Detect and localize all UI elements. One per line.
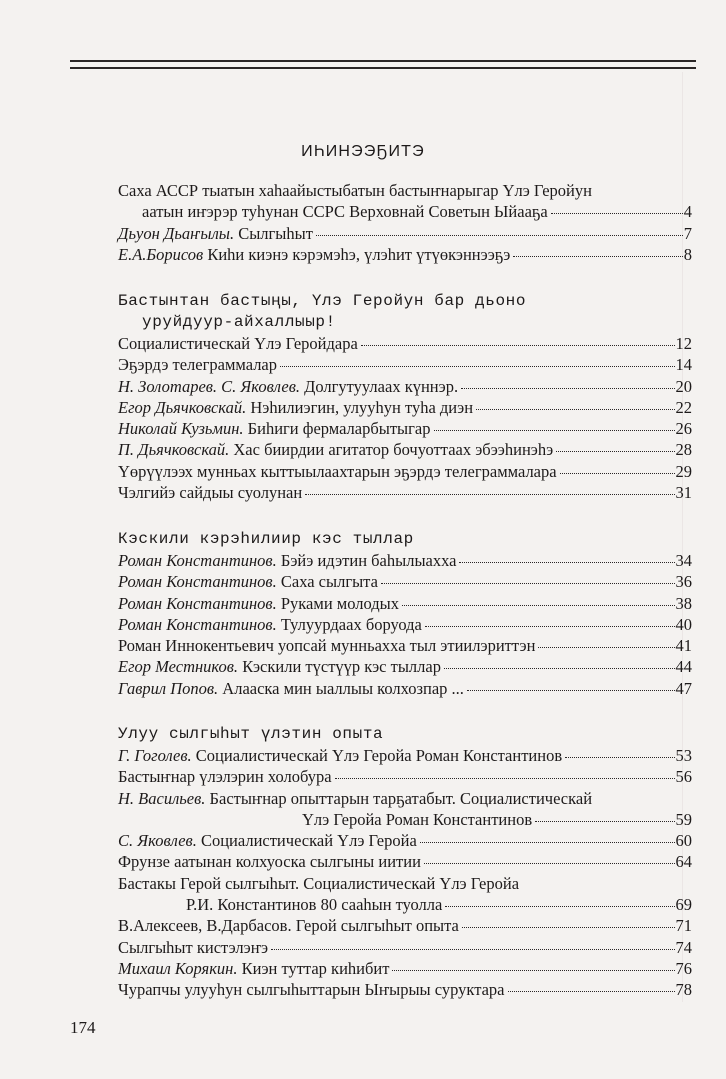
toc-entry[interactable] [118, 851, 692, 872]
leader-dots [425, 626, 675, 627]
entry-text [118, 851, 421, 872]
toc-entry[interactable] [118, 937, 692, 958]
leader-dots [335, 778, 675, 779]
page-number: 76 [675, 958, 692, 978]
leader-dots [476, 409, 674, 410]
entry-author: Н. Васильев. [118, 788, 206, 808]
entry-text [118, 958, 389, 979]
page-number: 8 [683, 244, 692, 264]
page-number: 26 [675, 419, 692, 439]
entry-text [118, 593, 399, 614]
entry-text [118, 461, 557, 482]
leader-dots [538, 647, 674, 648]
entry-title: Социалистическай Үлэ Геройа Роман Константинов [195, 746, 563, 765]
page-number: 64 [675, 852, 692, 872]
entry-text [118, 550, 456, 571]
entry-author: Николай Кузьмин. [118, 419, 244, 439]
entry-text [118, 979, 505, 1000]
entry-text [118, 830, 417, 851]
leader-dots [280, 366, 675, 367]
toc-entries [118, 550, 692, 699]
entry-title: Хас биирдии агитатор бочуоттаах эбээһинэһэ [233, 440, 554, 460]
page-number: 36 [675, 572, 692, 592]
entry-author: Роман Константинов. [118, 572, 277, 592]
page-number: 40 [675, 614, 692, 634]
entry-text [118, 766, 332, 787]
page-number: 60 [675, 831, 692, 851]
toc-entry[interactable] [118, 766, 692, 787]
entry-author: Михаил Корякин. [118, 958, 238, 978]
page-number: 53 [675, 746, 692, 765]
page-number: 14 [675, 355, 692, 375]
toc-entry[interactable] [118, 550, 692, 571]
toc-entry[interactable] [118, 678, 692, 699]
toc-entry[interactable] [118, 873, 692, 894]
entry-title: Чэлгийэ сайдыы суолунан [118, 483, 303, 503]
page-number: 4 [683, 202, 692, 222]
entry-title: Эҕэрдэ телеграммалар [118, 355, 277, 375]
entry-text [118, 635, 535, 656]
entry-author: Егор Местников. [118, 657, 239, 677]
page-number: 38 [675, 593, 692, 613]
leader-dots [551, 213, 683, 214]
leader-dots [316, 235, 683, 236]
toc-entry[interactable] [118, 614, 692, 635]
page-number: 69 [675, 895, 692, 915]
toc-entry[interactable] [118, 958, 692, 979]
entry-text [118, 418, 431, 439]
page-number: 20 [675, 376, 692, 396]
entry-text [118, 937, 268, 958]
leader-dots [462, 927, 675, 928]
entry-title: Үлэ Геройа Роман Константинов [302, 809, 533, 829]
entry-title: Социалистическай Үлэ Геройдара [118, 334, 358, 353]
page-number: 47 [675, 678, 692, 698]
leader-dots [513, 256, 682, 257]
entry-author: Н. Золотарев. С. Яковлев. [118, 376, 300, 396]
page-number: 7 [683, 223, 692, 243]
leader-dots [361, 345, 675, 346]
section-heading: Бастынтан бастыңы, Үлэ Геройун бар дьоно [118, 292, 527, 310]
toc-group-3 [118, 529, 692, 699]
leader-dots [461, 388, 674, 389]
entry-title: Сылгыһыт кистэлэҥэ [118, 937, 269, 957]
section-heading: Кэскили кэрэһилиир кэс тыллар [118, 530, 414, 548]
page-number: 34 [675, 551, 692, 570]
toc-group-1 [118, 180, 692, 265]
page-number: 59 [675, 809, 692, 829]
toc-entry[interactable] [118, 244, 692, 265]
entry-title: Алааска мин ыаллыы колхозпар ... [222, 678, 464, 698]
toc-entry[interactable] [118, 180, 692, 201]
entry-author: Е.А.Борисов [118, 244, 204, 264]
page-number: 28 [675, 440, 692, 460]
toc-entry[interactable] [118, 223, 692, 244]
toc-entry[interactable] [118, 635, 692, 656]
entry-author: Роман Константинов. [118, 551, 277, 570]
entry-title: Роман Иннокентьевич уопсай мунньахха тыл этиилэриттэн [118, 636, 536, 656]
entry-title: Киһи киэнэ кэрэмэһэ, үлэһит үтүөкэннээҕэ [207, 244, 511, 264]
toc-entry[interactable] [118, 571, 692, 592]
entry-text [118, 482, 302, 503]
header-rule-top [70, 60, 696, 62]
entry-text [118, 439, 553, 460]
entry-title: Бастыҥнар үлэлэрин холобура [118, 767, 332, 787]
entry-title: Киэн туттар киһибит [241, 958, 390, 978]
toc-entry[interactable] [118, 418, 692, 439]
page-number: 71 [675, 916, 692, 936]
leader-dots [535, 821, 674, 822]
page-number: 12 [675, 334, 692, 353]
toc-entries [118, 333, 692, 503]
entry-author: С. Яковлев. [118, 831, 197, 851]
entry-title: Саха сылгыта [280, 572, 378, 592]
toc-group-4 [118, 724, 692, 1001]
toc-entries [118, 745, 692, 1001]
leader-dots [556, 451, 674, 452]
leader-dots [271, 949, 674, 950]
entry-title: Тулуурдаах боруода [280, 614, 422, 634]
entry-text [118, 333, 358, 354]
entry-title: Бастыҥнар опыттарын тарҕатабыт. Социалистическай [209, 788, 593, 808]
entry-title: Сылгыһыт [238, 223, 313, 243]
entry-text [118, 873, 519, 894]
entry-author: П. Дьячковскай. [118, 440, 230, 460]
leader-dots [444, 668, 675, 669]
entry-title: аатын иҥэрэр туһунан ССРС Верховнай Советын Ыйааҕа [142, 202, 548, 222]
leader-dots [508, 991, 675, 992]
page-number-footer: 174 [70, 1018, 96, 1037]
entry-author: Г. Гоголев. [118, 746, 192, 765]
page-title: ИҺИНЭЭҔИТЭ [301, 143, 425, 160]
section-heading-continuation: уруйдуур-айхаллыыр! [142, 313, 336, 331]
toc-entry-continuation[interactable] [118, 809, 692, 830]
entry-text [118, 745, 562, 766]
leader-dots [467, 690, 675, 691]
toc-entry[interactable] [118, 333, 692, 354]
entry-title: Социалистическай Үлэ Геройа [200, 831, 417, 851]
entry-text [118, 376, 458, 397]
entry-title: В.Алексеев, В.Дарбасов. Герой сылгыһыт опыта [118, 916, 459, 936]
toc-entry[interactable] [118, 745, 692, 766]
section-heading: Улуу сылгыһыт үлэтин опыта [118, 725, 384, 743]
page-number: 56 [675, 767, 692, 787]
leader-dots [434, 430, 675, 431]
entry-text [118, 571, 378, 592]
leader-dots [560, 473, 675, 474]
entry-text [118, 397, 473, 418]
toc-entry[interactable] [118, 354, 692, 375]
page-number: 41 [675, 636, 692, 656]
entry-author: Роман Константинов. [118, 614, 277, 634]
leader-dots [305, 494, 674, 495]
toc-entry[interactable] [118, 439, 692, 460]
entry-title: Бастакы Герой сылгыһыт. Социалистическай Үлэ Геройа [118, 873, 520, 893]
page-number: 31 [675, 483, 692, 503]
page-number: 78 [675, 980, 692, 1000]
toc-entry[interactable] [118, 788, 692, 809]
entry-text [118, 678, 464, 699]
entry-title: Бэйэ идэтин баһылыахха [280, 551, 457, 570]
toc-entry[interactable] [118, 593, 692, 614]
entry-title: Р.И. Константинов 80 сааһын туолла [186, 895, 443, 915]
entry-title: Фрунзе аатынан колхуоска сылгыны иитии [118, 852, 421, 872]
entry-title: Долгутуулаах күннэр. [304, 376, 459, 396]
leader-dots [445, 906, 674, 907]
entry-title: Биһиги фермаларбытыгар [247, 419, 431, 439]
entry-text [118, 656, 441, 677]
leader-dots [402, 605, 675, 606]
entry-text [118, 915, 459, 936]
leader-dots [420, 842, 675, 843]
entry-text [118, 614, 422, 635]
toc-entry[interactable] [118, 656, 692, 677]
entry-title: Саха АССР тыатын хаһаайыстыбатын бастыҥнарыгар Үлэ Геройун [118, 181, 592, 200]
entry-author: Егор Дьячковскай. [118, 397, 247, 417]
entry-author: Роман Константинов. [118, 593, 277, 613]
leader-dots [381, 583, 675, 584]
entry-author: Дьуон Дьаҥылы. [118, 223, 235, 243]
toc-entry[interactable] [118, 482, 692, 503]
toc-group-2 [118, 291, 692, 503]
header-rule-bottom [70, 67, 696, 69]
page-number: 44 [675, 657, 692, 677]
leader-dots [424, 863, 675, 864]
entry-title: Кэскили түстүүр кэс тыллар [242, 657, 441, 677]
entry-title: Нэһилиэгин, улууһун туһа диэн [250, 397, 474, 417]
entry-title: Чурапчы улууһун сылгыһыттарын Ыҥырыы суруктара [118, 980, 505, 1000]
toc-entry-continuation[interactable] [118, 894, 692, 915]
leader-dots [392, 970, 674, 971]
leader-dots [459, 562, 674, 563]
leader-dots [565, 757, 674, 758]
toc-entry[interactable] [118, 397, 692, 418]
toc-entry[interactable] [118, 376, 692, 397]
entry-author: Гаврил Попов. [118, 678, 219, 698]
entry-title: Үөрүүлээх мунньах кыттыылаахтарын эҕэрдэ телеграммалара [118, 461, 557, 481]
entry-title: Руками молодых [280, 593, 399, 613]
page-number: 29 [675, 461, 692, 481]
toc-entry-continuation[interactable] [118, 201, 692, 222]
toc-entry[interactable] [118, 915, 692, 936]
page-number: 74 [675, 937, 692, 957]
entry-text [118, 354, 277, 375]
entry-text [118, 788, 592, 809]
toc-entry[interactable] [118, 830, 692, 851]
toc-entry[interactable] [118, 979, 692, 1000]
page-number: 22 [675, 397, 692, 417]
toc-entry[interactable] [118, 461, 692, 482]
